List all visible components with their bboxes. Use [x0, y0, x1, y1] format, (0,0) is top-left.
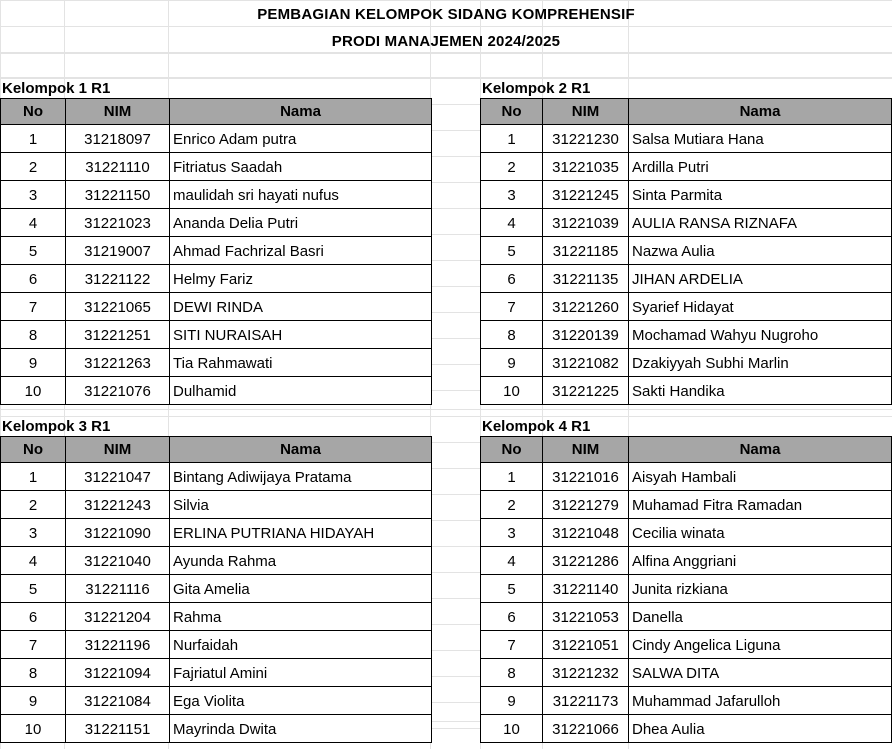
table-row [481, 265, 892, 293]
cell-nama: DEWI RINDA [170, 293, 432, 321]
page-subtitle: PRODI MANAJEMEN 2024/2025 [331, 33, 561, 50]
cell-nama: Nurfaidah [170, 631, 432, 659]
cell-nama: Ega Violita [170, 687, 432, 715]
cell-nama: SITI NURAISAH [170, 321, 432, 349]
cell-nim: 31221084 [66, 687, 170, 715]
cell-no: 1 [1, 125, 66, 153]
cell-nama: Silvia [170, 491, 432, 519]
table-row [1, 715, 432, 743]
cell-no: 2 [1, 491, 66, 519]
cell-nim: 31221094 [66, 659, 170, 687]
cell-nim: 31219007 [66, 237, 170, 265]
cell-no: 8 [481, 659, 543, 687]
cell-nim: 31221225 [543, 377, 629, 405]
cell-nama: Junita rizkiana [629, 575, 892, 603]
cell-no: 10 [1, 377, 66, 405]
cell-nama: maulidah sri hayati nufus [170, 181, 432, 209]
cell-nim: 31221251 [66, 321, 170, 349]
table-row [481, 181, 892, 209]
group-title: Kelompok 1 R1 [2, 80, 111, 97]
table-row [1, 153, 432, 181]
cell-nama: Ananda Delia Putri [170, 209, 432, 237]
table-row [1, 463, 432, 491]
cell-no: 10 [481, 715, 543, 743]
cell-no: 7 [481, 631, 543, 659]
cell-no: 6 [481, 265, 543, 293]
table-row [1, 125, 432, 153]
cell-nama: ERLINA PUTRIANA HIDAYAH [170, 519, 432, 547]
table-row [481, 349, 892, 377]
cell-nim: 31221232 [543, 659, 629, 687]
cell-no: 7 [1, 293, 66, 321]
cell-nim: 31221066 [543, 715, 629, 743]
cell-nama: Sinta Parmita [629, 181, 892, 209]
cell-no: 3 [1, 519, 66, 547]
table-row [481, 153, 892, 181]
cell-nama: Salsa Mutiara Hana [629, 125, 892, 153]
cell-no: 7 [1, 631, 66, 659]
cell-no: 6 [481, 603, 543, 631]
table-row [481, 463, 892, 491]
cell-nim: 31221051 [543, 631, 629, 659]
grid-line [0, 77, 892, 78]
cell-nim: 31221035 [543, 153, 629, 181]
cell-nim: 31221185 [543, 237, 629, 265]
cell-nama: Muhamad Fitra Ramadan [629, 491, 892, 519]
cell-nama: Mayrinda Dwita [170, 715, 432, 743]
table-row [481, 659, 892, 687]
table-row [481, 687, 892, 715]
table-row [1, 519, 432, 547]
cell-nama: Sakti Handika [629, 377, 892, 405]
table-row [481, 237, 892, 265]
table-row [1, 181, 432, 209]
table-row [1, 547, 432, 575]
cell-nim: 31221243 [66, 491, 170, 519]
group-table [0, 98, 432, 405]
header-nama: Nama [629, 99, 892, 125]
cell-nama: Helmy Fariz [170, 265, 432, 293]
cell-no: 9 [481, 349, 543, 377]
table-row [481, 519, 892, 547]
group-title: Kelompok 2 R1 [482, 80, 591, 97]
cell-no: 5 [481, 237, 543, 265]
cell-nim: 31221082 [543, 349, 629, 377]
cell-nama: Fajriatul Amini [170, 659, 432, 687]
group-table [480, 98, 892, 405]
header-no: No [1, 437, 66, 463]
table-row [481, 377, 892, 405]
table-row [481, 293, 892, 321]
cell-no: 9 [481, 687, 543, 715]
table-row [1, 491, 432, 519]
cell-nama: Dulhamid [170, 377, 432, 405]
table-row [481, 631, 892, 659]
cell-nim: 31221135 [543, 265, 629, 293]
cell-nama: Danella [629, 603, 892, 631]
table-row [481, 125, 892, 153]
cell-no: 3 [481, 519, 543, 547]
cell-nama: Ayunda Rahma [170, 547, 432, 575]
cell-no: 2 [1, 153, 66, 181]
cell-nim: 31221047 [66, 463, 170, 491]
cell-no: 10 [1, 715, 66, 743]
header-nim: NIM [66, 99, 170, 125]
cell-nama: Fitriatus Saadah [170, 153, 432, 181]
cell-nama: Nazwa Aulia [629, 237, 892, 265]
cell-nim: 31221023 [66, 209, 170, 237]
cell-nim: 31221204 [66, 603, 170, 631]
cell-no: 6 [1, 603, 66, 631]
cell-nama: Muhammad Jafarulloh [629, 687, 892, 715]
cell-nim: 31221140 [543, 575, 629, 603]
cell-nama: Tia Rahmawati [170, 349, 432, 377]
cell-nim: 31221150 [66, 181, 170, 209]
table-row [1, 603, 432, 631]
table-row [1, 377, 432, 405]
cell-no: 5 [481, 575, 543, 603]
cell-nama: Dzakiyyah Subhi Marlin [629, 349, 892, 377]
cell-no: 1 [481, 125, 543, 153]
cell-nim: 31221263 [66, 349, 170, 377]
table-row [481, 209, 892, 237]
cell-nim: 31221286 [543, 547, 629, 575]
cell-nama: Aisyah Hambali [629, 463, 892, 491]
cell-nim: 31221076 [66, 377, 170, 405]
table-row [1, 631, 432, 659]
header-nama: Nama [170, 99, 432, 125]
table-row [481, 491, 892, 519]
header-no: No [481, 437, 543, 463]
table-row [481, 547, 892, 575]
cell-nama: Enrico Adam putra [170, 125, 432, 153]
cell-nama: JIHAN ARDELIA [629, 265, 892, 293]
group-title: Kelompok 4 R1 [482, 418, 591, 435]
cell-no: 2 [481, 153, 543, 181]
cell-nim: 31221040 [66, 547, 170, 575]
header-no: No [481, 99, 543, 125]
cell-no: 5 [1, 575, 66, 603]
table-row [1, 687, 432, 715]
cell-nim: 31221065 [66, 293, 170, 321]
cell-no: 9 [1, 349, 66, 377]
table-row [1, 237, 432, 265]
cell-nama: Cecilia winata [629, 519, 892, 547]
table-row [481, 321, 892, 349]
cell-nim: 31221196 [66, 631, 170, 659]
cell-nama: Ardilla Putri [629, 153, 892, 181]
table-row [1, 659, 432, 687]
grid-line [0, 409, 892, 410]
cell-no: 8 [1, 321, 66, 349]
cell-nim: 31221016 [543, 463, 629, 491]
cell-nama: Cindy Angelica Liguna [629, 631, 892, 659]
cell-nim: 31221048 [543, 519, 629, 547]
cell-no: 6 [1, 265, 66, 293]
cell-nim: 31221116 [66, 575, 170, 603]
cell-nim: 31221090 [66, 519, 170, 547]
cell-nim: 31221279 [543, 491, 629, 519]
cell-nim: 31221151 [66, 715, 170, 743]
cell-no: 8 [481, 321, 543, 349]
cell-no: 9 [1, 687, 66, 715]
cell-nim: 31221122 [66, 265, 170, 293]
cell-no: 10 [481, 377, 543, 405]
cell-nama: Mochamad Wahyu Nugroho [629, 321, 892, 349]
header-nama: Nama [629, 437, 892, 463]
grid-line [0, 53, 892, 54]
cell-nim: 31221110 [66, 153, 170, 181]
cell-nim: 31221039 [543, 209, 629, 237]
cell-nama: Gita Amelia [170, 575, 432, 603]
header-nim: NIM [543, 437, 629, 463]
cell-nama: SALWA DITA [629, 659, 892, 687]
table-row [481, 715, 892, 743]
cell-no: 3 [1, 181, 66, 209]
cell-nama: AULIA RANSA RIZNAFA [629, 209, 892, 237]
table-row [1, 209, 432, 237]
page-title: PEMBAGIAN KELOMPOK SIDANG KOMPREHENSIF [257, 6, 635, 23]
cell-no: 2 [481, 491, 543, 519]
cell-nama: Syarief Hidayat [629, 293, 892, 321]
group-title: Kelompok 3 R1 [2, 418, 111, 435]
cell-no: 1 [1, 463, 66, 491]
table-row [1, 349, 432, 377]
table-row [1, 265, 432, 293]
cell-no: 1 [481, 463, 543, 491]
cell-no: 4 [481, 209, 543, 237]
cell-no: 5 [1, 237, 66, 265]
table-row [1, 321, 432, 349]
group-table [0, 436, 432, 743]
cell-nim: 31218097 [66, 125, 170, 153]
grid-line [0, 26, 892, 27]
cell-nim: 31221230 [543, 125, 629, 153]
cell-nim: 31221260 [543, 293, 629, 321]
cell-no: 3 [481, 181, 543, 209]
cell-no: 7 [481, 293, 543, 321]
cell-nim: 31220139 [543, 321, 629, 349]
cell-no: 4 [481, 547, 543, 575]
cell-nim: 31221053 [543, 603, 629, 631]
table-row [481, 603, 892, 631]
table-row [481, 575, 892, 603]
cell-nama: Dhea Aulia [629, 715, 892, 743]
table-row [1, 575, 432, 603]
cell-nim: 31221245 [543, 181, 629, 209]
cell-no: 8 [1, 659, 66, 687]
group-table [480, 436, 892, 743]
cell-no: 4 [1, 209, 66, 237]
cell-nim: 31221173 [543, 687, 629, 715]
header-nama: Nama [170, 437, 432, 463]
cell-nama: Bintang Adiwijaya Pratama [170, 463, 432, 491]
header-nim: NIM [66, 437, 170, 463]
cell-nama: Ahmad Fachrizal Basri [170, 237, 432, 265]
table-row [1, 293, 432, 321]
cell-no: 4 [1, 547, 66, 575]
cell-nama: Rahma [170, 603, 432, 631]
cell-nama: Alfina Anggriani [629, 547, 892, 575]
header-no: No [1, 99, 66, 125]
header-nim: NIM [543, 99, 629, 125]
